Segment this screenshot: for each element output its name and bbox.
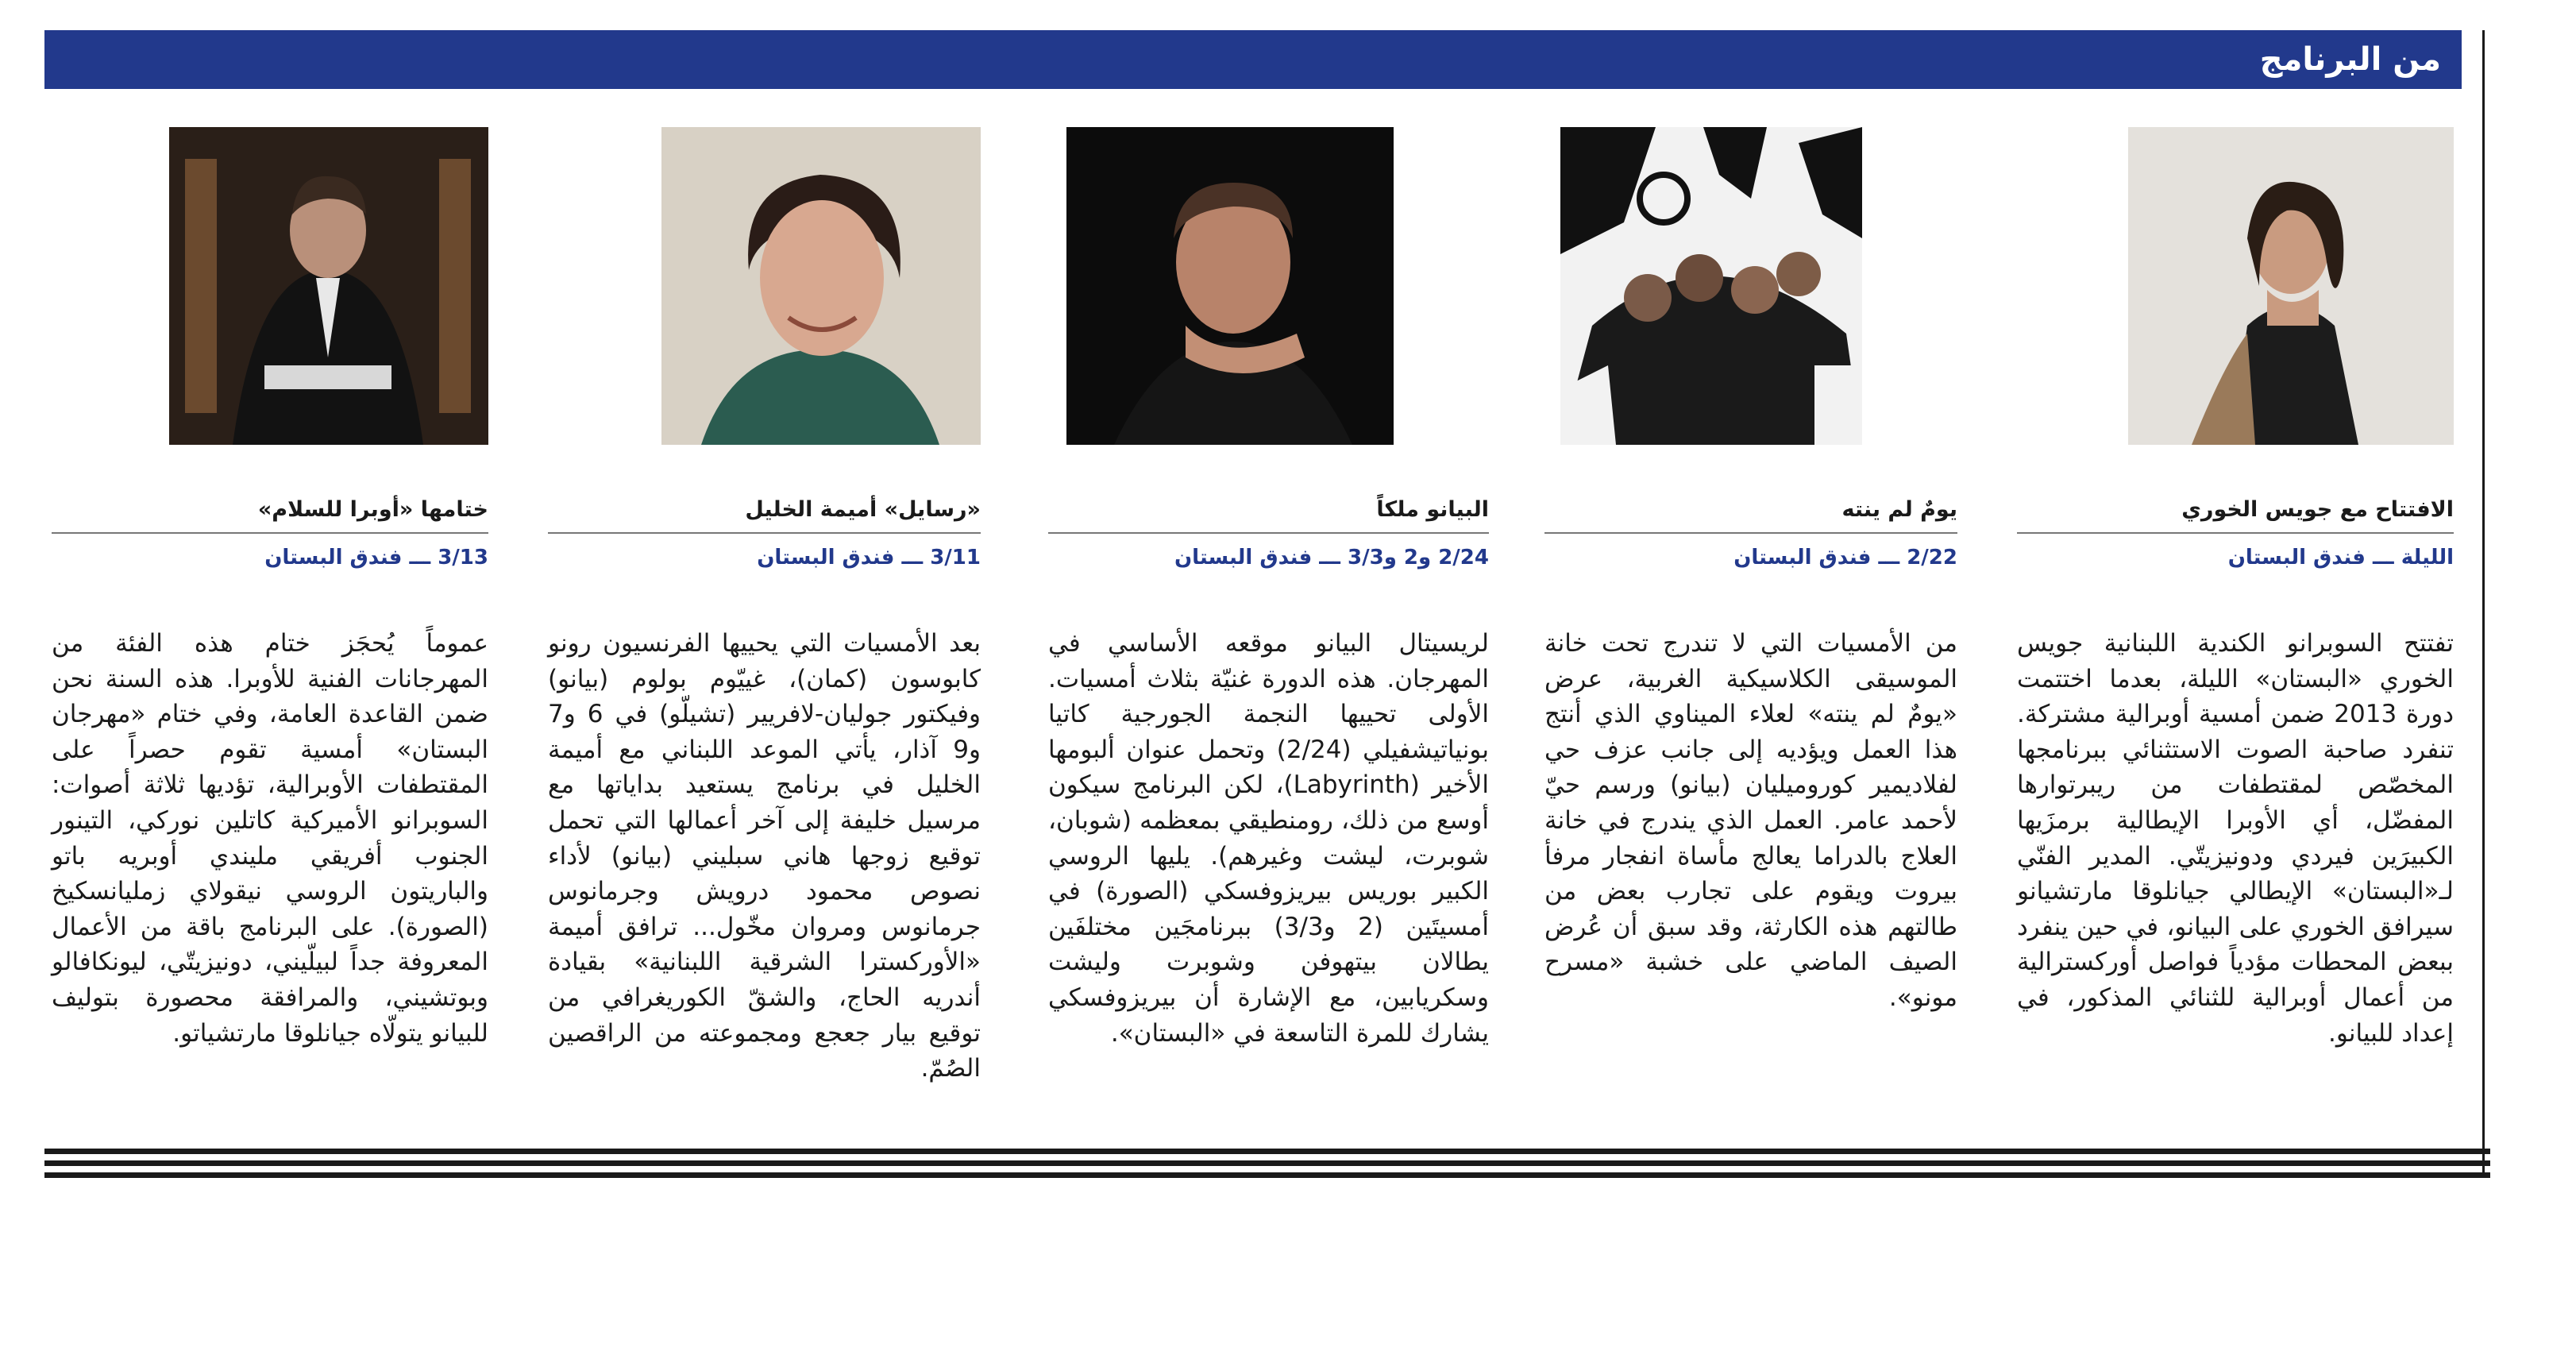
article-title: ختامها «أوبرا للسلام» (257, 497, 488, 522)
bottom-rule (44, 1149, 2490, 1154)
title-rule (52, 532, 488, 534)
singer-photo (661, 127, 981, 445)
article-title: البيانو ملكاً (1376, 497, 1489, 522)
date-venue: 3/11 ـــ فندق البستان (757, 546, 981, 570)
article-title: «رسايل» أميمة الخليل (745, 497, 981, 522)
article-body: عموماً يُحجَز ختام هذه الفئة من المهرجانات الفنية للأوبرا. هذه السنة نحن ضمن القاعدة العامة، وفي ختام «مهرجان البستان» أمسية تقوم حصراً على المقتطفات الأوبرالية، تؤديها ثلاثة أصوات: السوبرانو الأميركية كاتلين نوركي، التينور الجنوب أفريقي مليندي أوبريه باتو والباريتون الروسي نيقولاي زملیانسكيخ (الصورة). على البرنامج باقة من الأعمال المعروفة جداً لبيلّيني، دونيزيتّي، ليونكافالو وبوتشيني، والمرافقة محصورة بتوليف للبيانو يتولّاه جيانلوقا مارتشياتو. (52, 629, 488, 1048)
bottom-rule (44, 1172, 2490, 1178)
section-title: من البرنامج (2259, 41, 2441, 78)
pianist-photo (1066, 127, 1394, 445)
portrait-man-in-tuxedo-icon (169, 127, 488, 445)
article-body: لريسيتال البيانو موقعه الأساسي في المهرجان. هذه الدورة غنيّة بثلاث أمسيات. الأولى تحييها النجمة الجورجية كاتيا بونياتيشفيلي (2/24) وتحمل عنوان ألبومها الأخير (Labyrinth)، لكن البرنامج سيكون أوسع من ذلك، رومنطيقي بمعظمه (شوبان، شوبرت، ليشت وغيرهم). يليها الروسي الكبير بوريس بيريزوفسكي (الصورة) في أمسيتَين (2 و3/3) ببرنامجَين مختلفَين يطالان بيتهوفن وشوبرت وليشت وسكريابين، مع الإشارة أن بيريزوفسكي يشارك للمرة التاسعة في «البستان». (1048, 629, 1490, 1048)
portrait-man-hand-on-chin-icon (1066, 127, 1394, 445)
portrait-woman-black-dress-icon (2128, 127, 2454, 445)
baritone-photo (169, 127, 488, 445)
date-venue: 2/24 و2 و3/3 ـــ فندق البستان (1174, 546, 1489, 570)
title-rule (2017, 532, 2454, 534)
bottom-border (44, 1149, 2490, 1184)
title-rule (1048, 532, 1489, 534)
date-venue: 3/13 ـــ فندق البستان (264, 546, 488, 570)
article-body: من الأمسيات التي لا تندرج تحت خانة الموسيقى الكلاسيكية الغربية، عرض «يومٌ لم ينته» لعلاء الميناوي الذي أنتج هذا العمل ويؤديه إلى جانب عزف حي لفلاديمير كوروميليان (بيانو) ورسم حيّ لأحمد عامر. العمل الذي يندرج في خانة العلاج بالدراما يعالج مأساة انفجار مرفأ بيروت ويقوم على تجارب بعض من طالتهم هذه الكارثة، وقد سبق أن عُرض الصيف الماضي على خشبة «مسرح مونو». (1544, 629, 1957, 1012)
article-title: يومٌ لم ينته (1841, 497, 1957, 522)
portrait-woman-smiling-icon (661, 127, 981, 445)
article-body: بعد الأمسيات التي يحييها الفرنسيون رونو كابوسون (كمان)، غييّوم بولوم (بيانو) وفيكتور جوليان-لافريير (تشيلّو) في 6 و7 و9 آذار، يأتي الموعد اللبناني مع أميمة الخليل في برنامج يستعيد بداياتها مع مرسيل خليفة إلى آخر أعمالها التي تحمل توقيع زوجها هاني سبليني (بيانو) لأداء نصوص محمود درويش وجرمانوس جرمانوس ومروان مخّول... ترافق أميمة «الأوركسترا الشرقية اللبنانية» بقيادة أندريه الحاج، والشقّ الكوريغرافي من توقيع بيار جعجع ومجموعته من الراقصين الصُمّ. (548, 629, 981, 1083)
title-rule (1544, 532, 1957, 534)
singer-photo (2128, 127, 2454, 445)
vertical-divider (2482, 30, 2485, 1174)
section-header (44, 30, 2462, 89)
date-venue: 2/22 ـــ فندق البستان (1733, 546, 1957, 570)
title-rule (548, 532, 981, 534)
article-body: تفتتح السوبرانو الكندية اللبنانية جويس الخوري «البستان» الليلة، بعدما اختتمت دورة 2013 ضمن أمسية أوبرالية مشتركة. تنفرد صاحبة الصوت الاستثنائي ببرنامجها المخصّص لمقتطفات من ريبرتوارها المفضّل، أي الأوبرا الإيطالية برمزَيها الكبيرَين فيردي ودونيزيتّي. المدير الفنّي لـ«البستان» الإيطالي جيانلوقا مارتشيانو سيرافق الخوري على البيانو، في حين ينفرد ببعض المحطات مؤدياً فواصل أوركسترالية من أعمال أوبرالية للثنائي المذكور، في إعداد للبيانو. (2017, 629, 2454, 1048)
performers-photo (1560, 127, 1862, 445)
bottom-rule (44, 1160, 2490, 1166)
article-title: الافتتاح مع جويس الخوري (2181, 497, 2454, 522)
date-venue: الليلة ـــ فندق البستان (2227, 546, 2454, 570)
group-of-performers-artwork-icon (1560, 127, 1862, 445)
